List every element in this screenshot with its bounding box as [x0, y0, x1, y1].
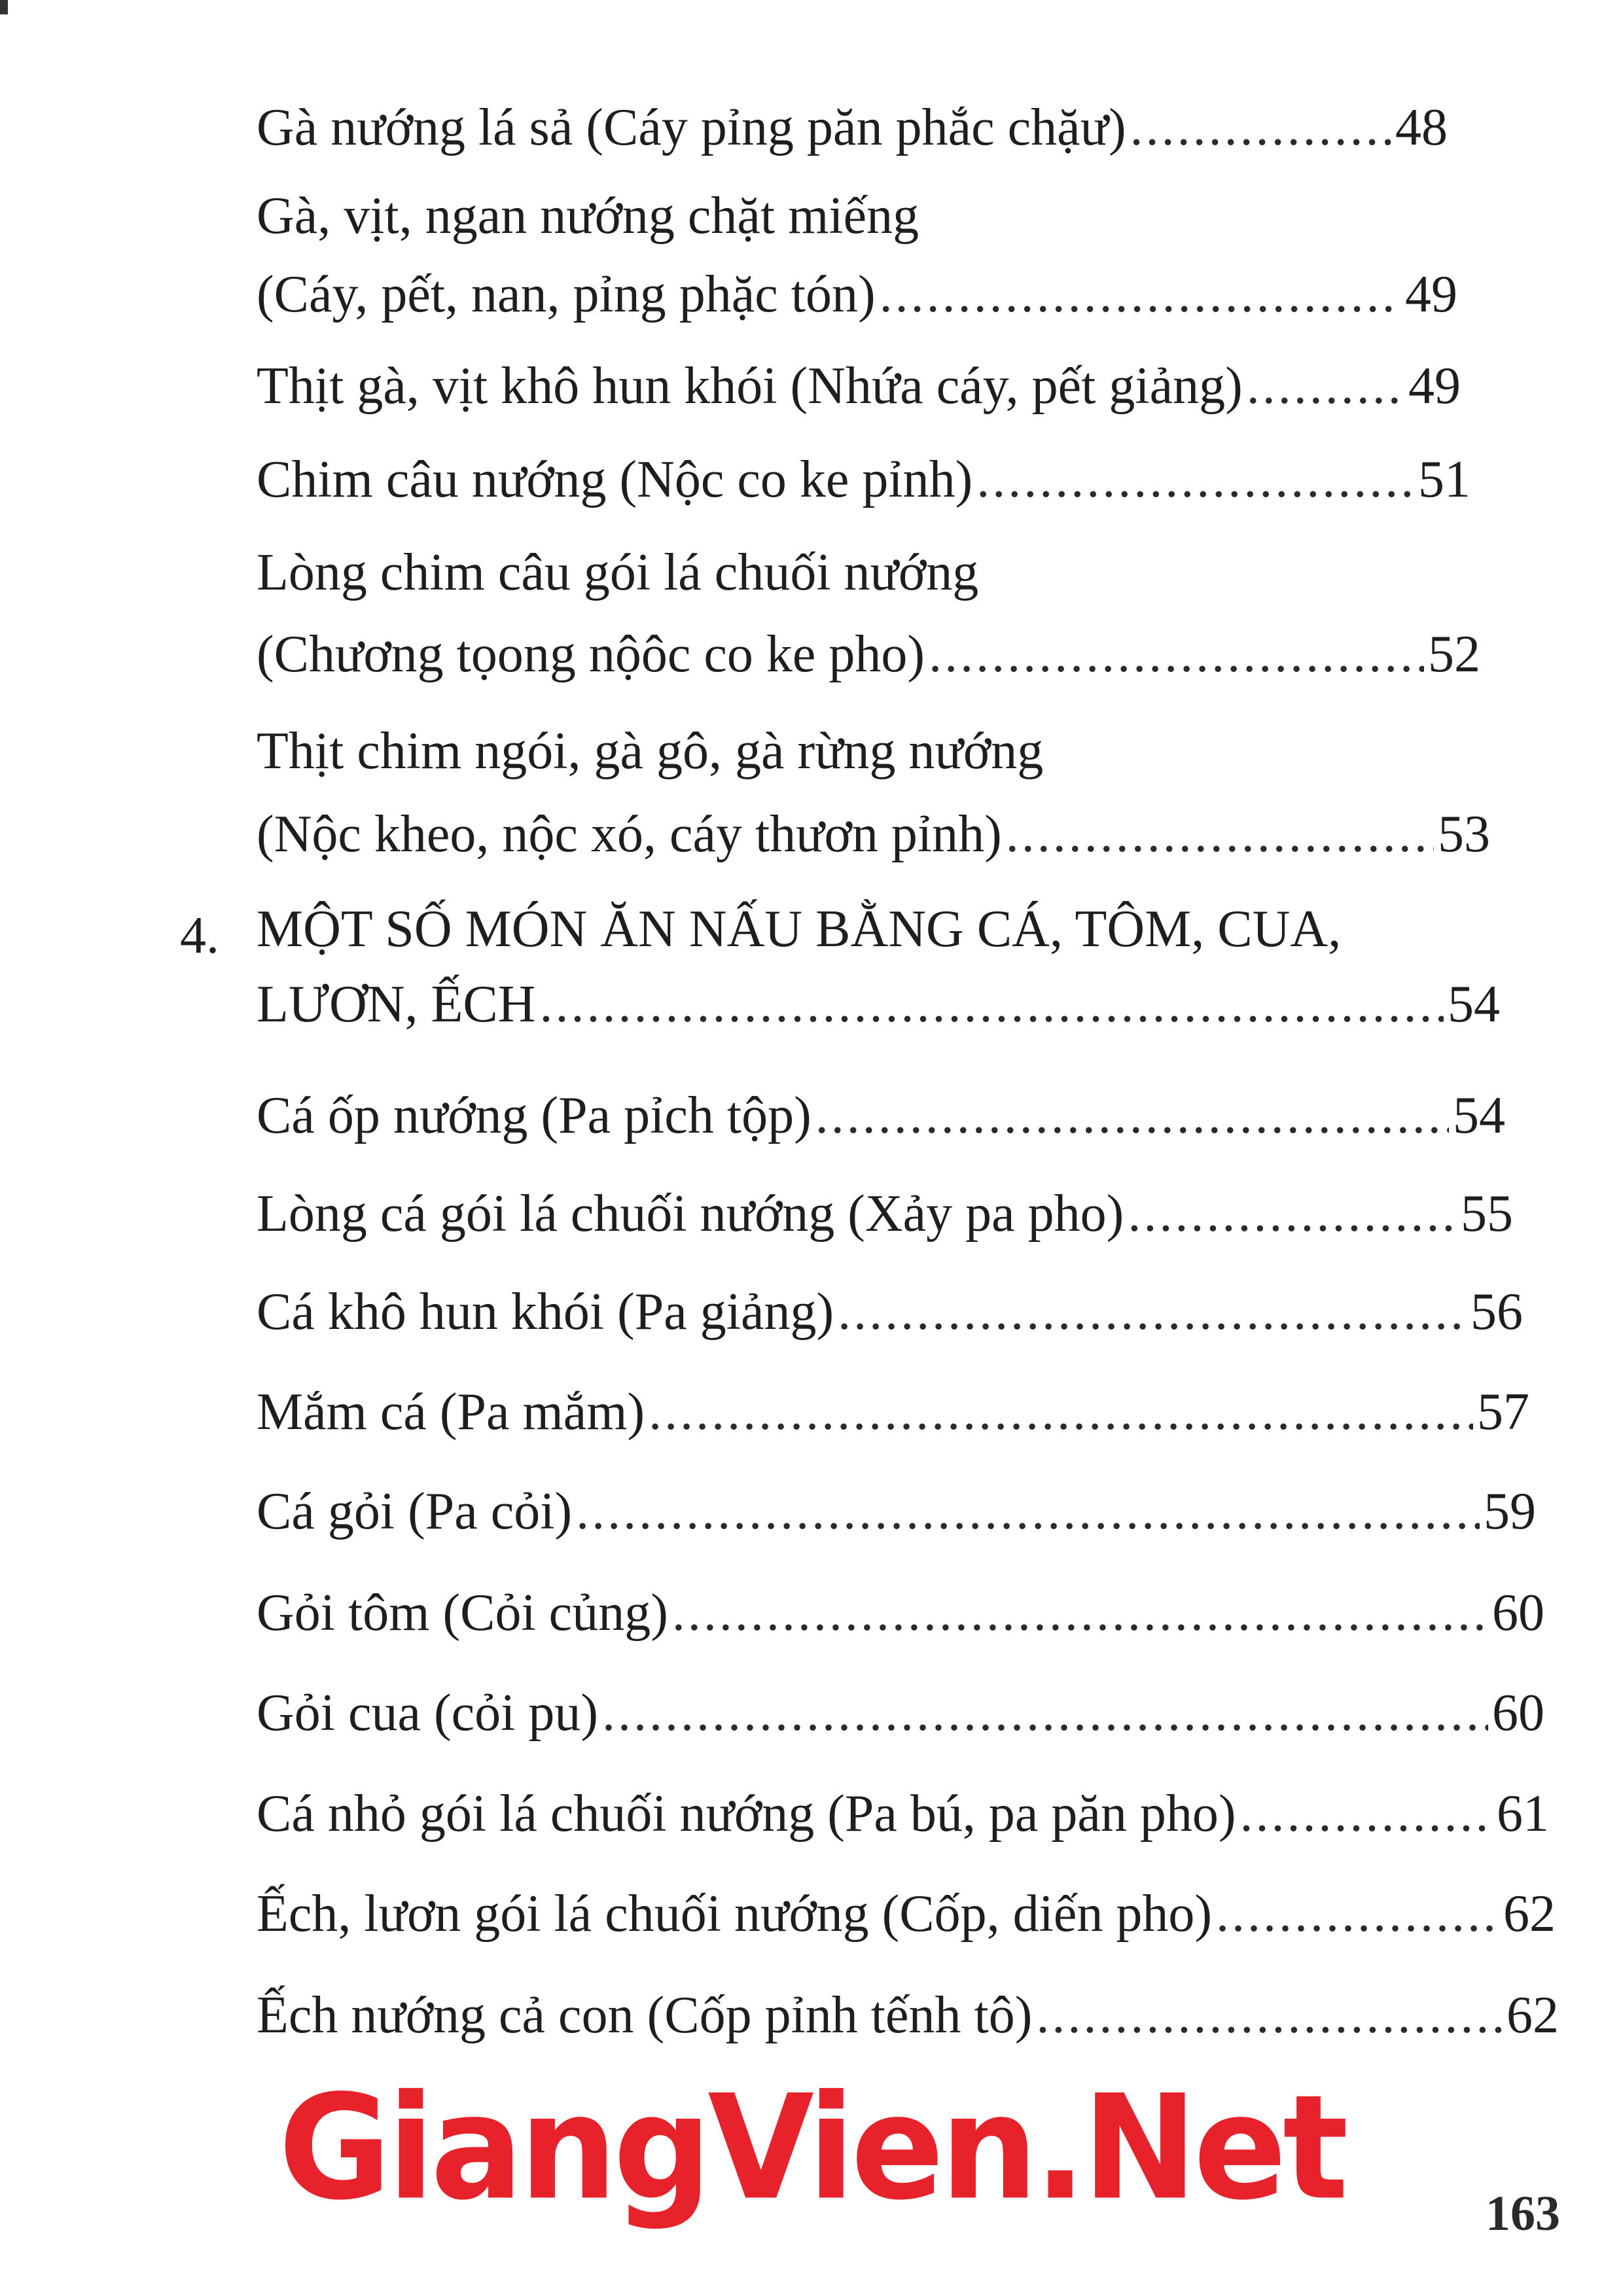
toc-entry [257, 626, 1480, 683]
toc-entry-page: 60 [1492, 1684, 1544, 1742]
dot-leader [1247, 360, 1404, 412]
toc-entry-page: 49 [1408, 357, 1461, 415]
toc-entry [257, 101, 1448, 154]
toc-entry [257, 1383, 1529, 1441]
toc-entry-title: (Chương tọong nộôc co ke pho) [257, 626, 925, 683]
toc-entry-title: Cá ốp nướng (Pa pỉch tộp) [257, 1087, 812, 1144]
dot-leader [815, 1089, 1449, 1142]
toc-entry-title: Gỏi tôm (Cỏi củng) [257, 1584, 668, 1642]
section-heading [257, 978, 1500, 1031]
toc-entry-page: 60 [1492, 1584, 1544, 1642]
dot-leader [880, 268, 1401, 321]
dot-leader [576, 1485, 1480, 1538]
toc-entry-page: 59 [1484, 1483, 1536, 1540]
toc-entry-title: Mắm cá (Pa mắm) [257, 1383, 645, 1441]
toc-entry [257, 1885, 1556, 1943]
toc-entry-title-line1: Lòng chim câu gói lá chuối nướng [257, 544, 979, 601]
toc-entry-title: Cá gỏi (Pa cỏi) [257, 1483, 573, 1540]
toc-entry-page: 51 [1418, 451, 1471, 508]
toc-entry [257, 1584, 1544, 1642]
toc-entry [257, 357, 1461, 415]
toc-entry [257, 1089, 1505, 1142]
toc-entry-title: Gỏi cua (cỏi pu) [257, 1684, 599, 1742]
dot-leader [929, 628, 1424, 680]
toc-entry-title-line1: Thịt chim ngói, gà gô, gà rừng nướng [257, 722, 1044, 780]
toc-entry [257, 1283, 1523, 1341]
section-number: 4. [180, 907, 219, 964]
toc-entry [257, 268, 1457, 321]
toc-entry-title: (Nộc kheo, nộc xó, cáy thươn pỉnh) [257, 805, 1002, 863]
toc-entry [257, 1987, 1559, 2044]
toc-entry [257, 453, 1471, 506]
toc-entry-page: 62 [1507, 1987, 1559, 2044]
toc-entry-page: 48 [1395, 99, 1448, 156]
toc-entry-page: 54 [1453, 1087, 1505, 1144]
toc-entry-page: 49 [1405, 266, 1457, 323]
toc-entry-title: (Cáy, pết, nan, pỉng phặc tón) [257, 266, 876, 323]
dot-leader [1130, 101, 1391, 154]
dot-leader [539, 978, 1444, 1031]
toc-entry-title: Gà nướng lá sả (Cáy pỉng păn phắc chặư) [257, 99, 1126, 156]
toc-entry [257, 1785, 1549, 1843]
toc-entry-title-line1: Gà, vịt, ngan nướng chặt miếng [257, 187, 919, 245]
toc-entry-page: 57 [1477, 1383, 1529, 1441]
dot-leader [1036, 1989, 1503, 2041]
scan-artifact [0, 0, 8, 14]
toc-entry-title: Cá khô hun khói (Pa giảng) [257, 1283, 834, 1341]
toc-entry-page: 55 [1461, 1185, 1513, 1243]
dot-leader [976, 453, 1414, 506]
toc-entry [257, 1485, 1536, 1538]
toc-entry-page: 52 [1428, 626, 1480, 683]
section-page: 54 [1448, 976, 1500, 1033]
toc-entry-title: Thịt gà, vịt khô hun khói (Nhứa cáy, pết giảng) [257, 357, 1243, 415]
dot-leader [1216, 1888, 1499, 1940]
toc-entry-page: 62 [1503, 1885, 1556, 1943]
toc-entry-title: Ếch nướng cả con (Cốp pỉnh tếnh tô) [257, 1987, 1033, 2044]
toc-entry-title: Lòng cá gói lá chuối nướng (Xảy pa pho) [257, 1185, 1124, 1243]
dot-leader [1128, 1188, 1457, 1240]
dot-leader [1240, 1788, 1493, 1840]
toc-entry [257, 1684, 1544, 1742]
toc-entry-page: 53 [1438, 805, 1490, 863]
section-title: LƯƠN, ẾCH [257, 976, 536, 1033]
dot-leader [602, 1687, 1488, 1739]
dot-leader [1006, 808, 1434, 860]
toc-entry [257, 805, 1490, 863]
watermark-text: GiangVien.Net [278, 2063, 1345, 2233]
toc-entry-page: 61 [1497, 1785, 1549, 1843]
toc-entry-title: Ếch, lươn gói lá chuối nướng (Cốp, diến pho) [257, 1885, 1212, 1943]
toc-entry-title: Chim câu nướng (Nộc co ke pỉnh) [257, 451, 973, 508]
dot-leader [672, 1587, 1488, 1639]
dot-leader [838, 1286, 1467, 1338]
page-number: 163 [1486, 2186, 1560, 2241]
section-title-line1: MỘT SỐ MÓN ĂN NẤU BẰNG CÁ, TÔM, CUA, [257, 900, 1342, 958]
dot-leader [649, 1386, 1473, 1438]
toc-entry-title: Cá nhỏ gói lá chuối nướng (Pa bú, pa păn pho) [257, 1785, 1236, 1843]
toc-entry-page: 56 [1471, 1283, 1523, 1341]
toc-entry [257, 1185, 1513, 1243]
